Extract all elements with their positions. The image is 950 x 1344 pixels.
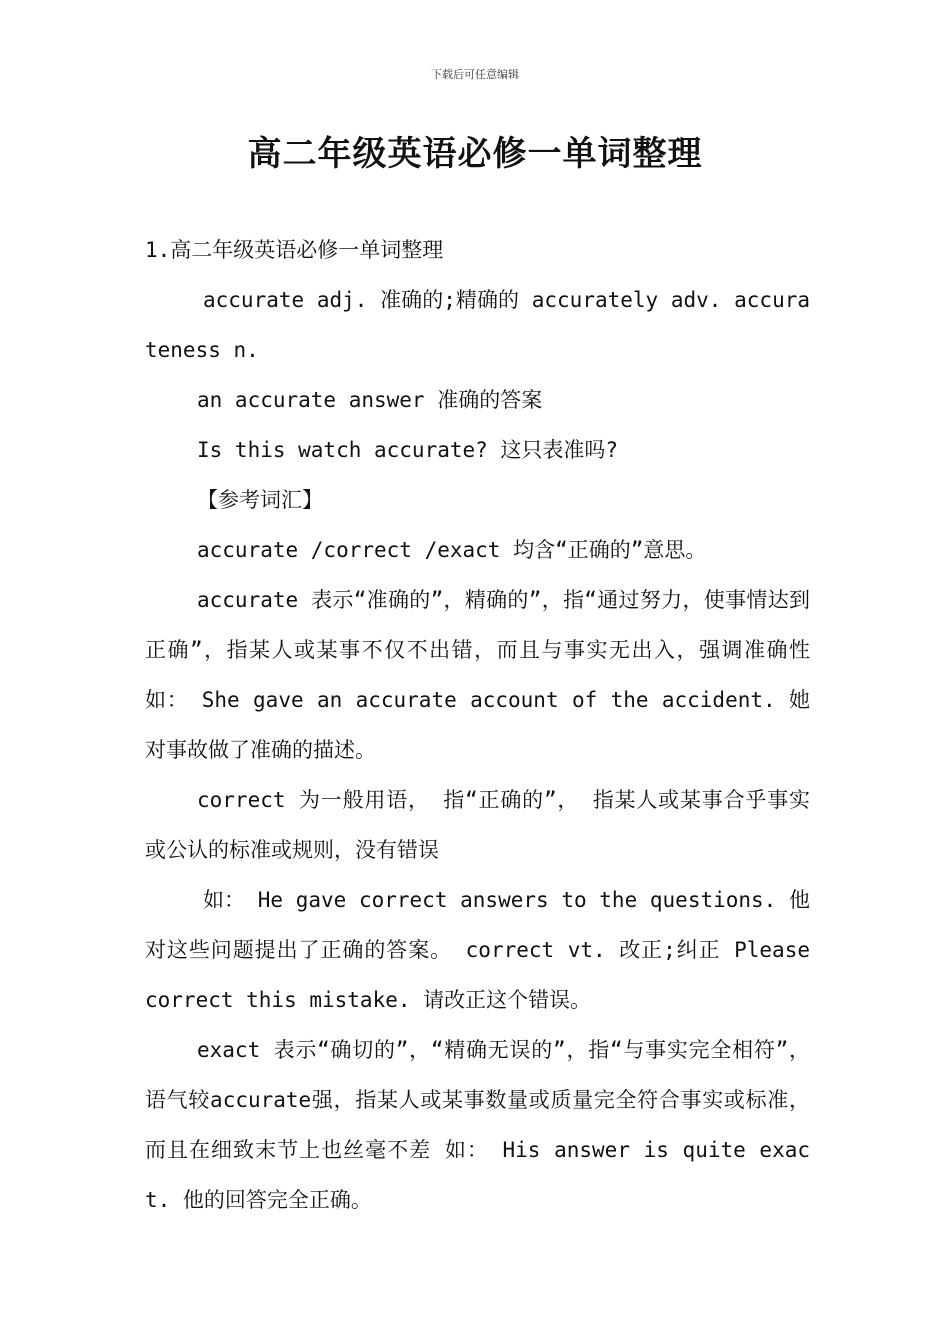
paragraph-correct-example: 如： He gave correct answers to the questions. 他对这些问题提出了正确的答案。 correct vt. 改正;纠正 Please correct this mistake. 请改正这个错误。 — [145, 888, 810, 1012]
paragraph-example-1: an accurate answer 准确的答案 — [197, 388, 543, 412]
header-note: 下载后可任意编辑 — [431, 68, 519, 81]
paragraph-correct: correct 为一般用语， 指“正确的”， 指某人或某事合乎事实或公认的标准或规则，没有错误 — [145, 788, 810, 862]
document-body — [145, 225, 810, 1225]
paragraph-accurate: accurate 表示“准确的”，精确的”，指“通过努力，使事情达到正确”，指某人或某事不仅不出错，而且与事实无出入，强调准确性 如： She gave an accurate account of the accident. 她对事故做了准确的描述。 — [145, 588, 810, 762]
document-title: 高二年级英语必修一单词整理 — [247, 134, 703, 174]
paragraph-example-2: Is this watch accurate? 这只表准吗? — [197, 438, 619, 462]
section-heading: 1.高二年级英语必修一单词整理 — [145, 238, 444, 262]
paragraph-definition: accurate adj. 准确的;精确的 accurately adv. accurateness n. — [145, 288, 810, 362]
paragraph-reference-heading: 【参考词汇】 — [197, 488, 323, 512]
paragraph-comparison: accurate /correct /exact 均含“正确的”意思。 — [197, 538, 707, 562]
paragraph-exact: exact 表示“确切的”，“精确无误的”，指“与事实完全相符”， 语气较accurate强，指某人或某事数量或质量完全符合事实或标准，而且在细致末节上也丝毫不差 如： His answer is quite exact. 他的回答完全正确。 — [145, 1038, 810, 1212]
